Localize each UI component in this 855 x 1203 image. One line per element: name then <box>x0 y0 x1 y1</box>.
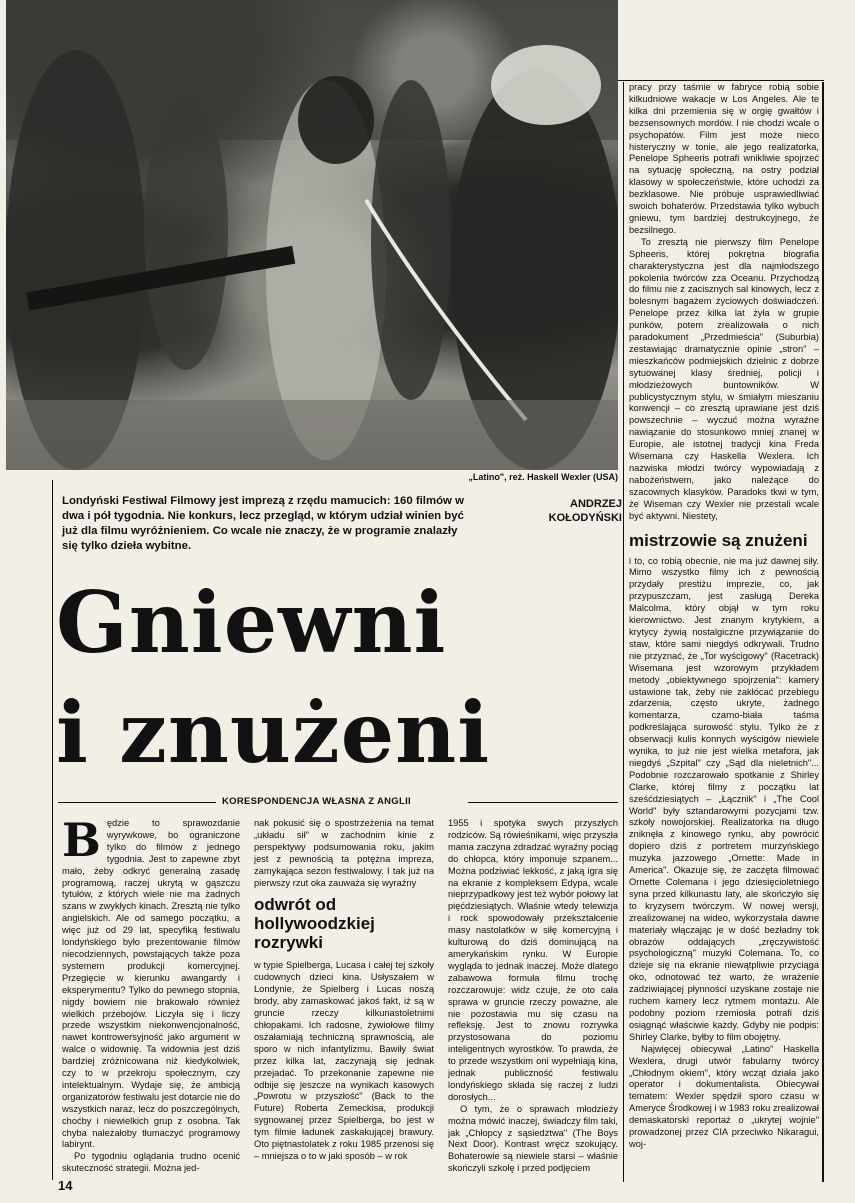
col2-subheading: odwrót od hollywoodzkiej rozrywki <box>254 895 375 953</box>
author-byline <box>520 497 622 525</box>
drop-cap: B <box>62 818 101 867</box>
photo-caption: „Latino", reż. Haskell Wexler (USA) <box>468 472 618 482</box>
news-photo <box>6 0 618 470</box>
right-paragraph-4: Najwięcej obiecywał „Latino" Haskella Wexlera, drugi utwór fabularny twórcy „Chłodnym okiem", który wcząt działa jako operator i dokumentalista. Obiecywał tematem: Wexler spędził sporo czasu w Ameryce Środkowej i w 1983 roku zrealizował demaskatorski reportaż o „ukrytej wojnie" prowadzonej przez CIA przeciwko Nikaragui, woj- <box>629 1043 819 1149</box>
author-last-name: KOŁODYŃSKI <box>548 512 622 524</box>
column-top-rule <box>618 80 824 81</box>
section-rule-right <box>468 802 618 803</box>
right-subheading: mistrzowie są znużeni <box>629 530 808 550</box>
headline-line-2: i znużeni <box>56 683 491 782</box>
right-paragraph-2: To zresztą nie pierwszy film Penelope Spheeris, której pokrętna biografia charakterystyczna jest dla najmłodszego pokolenia twórców zza Oceanu. Przychodzą do filmu nie z zacisznych sal kinowych, lecz z bolesnym bagażem życiowych doświadczeń. Penelope przez kilka lat żyła w grupie punków, potem zrealizowała o nich paradokument „Przedmieścia" (Suburbia) zestawiając dramatycznie opinie „stron" – mieszkańców podmiejskich dzielnic z dobrze sytuowanej klasy średniej, policji i młodzieżowych buntowników. W publicystycznym stylu, w śmiałym mieszaniu konwencji – co zresztą uprawiane jest dziś powszechnie – wyczuć można wyraźne nawiązanie do stosunkowo mniej znanej w Europie, ale istotnej tradycji kina Freda Wisemana czy Haskella Wexlera. Ich nazwiska młodzi twórcy wypowiadają z nabożeństwem, jako należące do szacownych klasyków. Paradoks tkwi w tym, że Wiseman czy Wexler nie przestali wcale być aktywni. Niestety, <box>629 236 819 521</box>
right-border-rule <box>822 82 824 1182</box>
article-column-right <box>629 82 819 1182</box>
author-first-name: ANDRZEJ <box>570 498 622 510</box>
col1-paragraph-1: ędzie to sprawozdanie wyrywkowe, bo ograniczone tylko do filmów z jednego tygodnia. Jest to zapewne zbyt mało, żeby odkryć generalną zasadę programową, raczej ukrytą w gąszczu tytułów, z których wiele nie ma żadnych szans w zwykłych kinach. Zresztą nie tylko angielskich. Ale od samego początku, a więc już od 29 lat, specyfiką festiwalu londyńskiego było prezentowanie filmów niecodziennych, powstających także poza systemem produkcji komercyjnej. Przegięcie w kierunku awangardy i eksperymentu? Tylko do pewnego stopnia, nigdy bowiem nie brakowało również wielkich przebojów. Liczyła się i liczy przede wszystkim niekonwencjonalność, nawet kontrowersyjność jako argument w walce o widownię. Ta widownia jest dziś bardziej zróżnicowana niż kiedykolwiek, czy to w przekroju społecznym, czy intelektualnym. Wydaje się, że ambicją organizatorów festiwalu jest dotarcie nie do wszystkich naraz, lecz do poszczególnych, choćby i niewielkich grup z osobna. Tak chyba należałoby tłumaczyć programowy labirynt. <box>62 818 240 1150</box>
article-column-2 <box>254 818 434 1178</box>
section-label: KORESPONDENCJA WŁASNA Z ANGLII <box>222 796 411 807</box>
article-left-rule <box>52 480 53 1180</box>
section-rule-left <box>58 802 216 803</box>
lead-paragraph: Londyński Festiwal Filmowy jest imprezą z rzędu mamucich: 160 filmów w dwa i pół tygodnia. Nie konkurs, lecz przegląd, w którym udział winien być już dla filmu wyróżnieniem. Co wcale nie znaczy, że w programie znalazły się tylko dzieła wybitne. <box>62 495 464 552</box>
col3-paragraph-1: 1955 i spotyka swych przyszłych rodziców. Są rówieśnikami, więc przyszła mama zaczyna zdradzać wyraźny pociąg do chłopca, który imponuje szpanem... Można podziwiać lekkość, z jaką igra się na ekranie z kompleksem Edypa, wcale nieprzypadkowy jest też wybór połowy lat pięćdziesiątych. Właśnie wtedy telewizja i rock spowodowały przekształcenie masy nastolatków w siłę komercyjną i kulturową do dziś dominującą na amerykańskim rynku. W Europie wygląda to jednak inaczej. Może dlatego zabawowa formuła filmu trochę rozczarowuje: widz czuje, że oto cała sprawa w gruncie rzeczy poważne, ale nie pozostawia mu się czasu na refleksję. Jest to znowu rozrywka przystosowana do poziomu inteligentnych wyrostków. To prawda, że to przede wszystkim oni wypełniają kina, jednak publiczność festiwalu londyńskiego składa się raczej z ludzi dorosłych... <box>448 818 618 1102</box>
page-number: 14 <box>58 1178 73 1193</box>
col1-paragraph-2: Po tygodniu oglądania trudno ocenić skuteczność strategii. Można jed- <box>62 1151 240 1174</box>
article-column-1 <box>62 818 240 1178</box>
headline-line-1: Gniewni <box>56 573 447 672</box>
col3-paragraph-2: O tym, że o sprawach młodzieży można mówić inaczej, świadczy film taki, jak „Chłopcy z sąsiedztwa" (The Boys Next Door). Kontrast wręcz szokujący. Bohaterowie są niewiele starsi – właśnie skończyli szkołę i przed podjęciem <box>448 1103 618 1174</box>
right-paragraph-3: i to, co robią obecnie, nie ma już dawnej siły. Mimo wszystko filmy ich z pewnością przydały prestiżu imprezie, co, jak przypuszczam, jest zasługą Dereka Malcolma, który objął w tym roku kierownictwo. Jest znanym krytykiem, a krytycy żywią nostalgiczne przywiązanie do staw, które sami niegdyś odkrywali. Trudno nie przyznać, że „Tor wyścigowy" (Racetrack) Wisemana jest wzorowym przykładem metody „obiektywnego spojrzenia": kamery ustawione tak, żeby nie zakłócać przebiegu zdarzenia, często ukryte, żadnego komentarza, czarno-biała taśma podkreślająca surowość stylu. Tylko że z obserwacji kulis konnych wyścigów niewiele wynika, to już nie jest wielka metafora, jak niegdyś „Szpital" czy „Sąd dla nieletnich"... Podobnie rozczarowało spotkanie z Shirley Clarke, której filmy z początku lat sześćdziesiątych – „Łącznik" i „The Cool World" były sztandarowymi pozycjami tzw. szkoły nowojorskiej. Realizatorka na długo zniknęła z kinowego rynku, aby powrócić dopiero dziś z portretem murzyńskiego muzyka jazzowego „Ornette: Made in America". Okazuje się, że zaczęta filmować Ornette Colemana i jego dziesięcioletniego syna przed kilkunastu laty, ale skończyło się to kryzysem twórczym. W nowej wersji, zrealizowanej na wideo, wykorzystała dawne materiały włączając je w dość bezładny tok obrazów oddających „zręczywistość psychologiczną" muzyki Colemana. To, co dzieje się na ekranie niewątpliwie przyciąga oko, odnotować też warto, że wrażenie zadziwiającej płynności uzyskane zostaje nie ruchem kamery lecz rytmem montażu. Ale podobny poziom rzemiosła potrafi dziś osiągnąć właściwie każdy. Gdyby nie podpis: Shirley Clarke, byłby to film obojętny. <box>629 555 819 1042</box>
article-column-3 <box>448 818 618 1178</box>
col2-paragraph-1: nak pokusić się o spostrzeżenia na temat „układu sił" w zachodnim kinie z perspektywy podsumowania roku, jakim jest z pewnością ta potężna impreza, zamykająca sezon festiwalowy. I tak już na pierwszy rzut oka zauważa się wyraźny <box>254 818 434 888</box>
right-paragraph-1: pracy przy taśmie w fabryce robią sobie kilkudniowe wakacje w Los Angeles. Ale te kilka dni przemienia się w orgię gwałtów i bezsensownych mordów. I nie chodzi wcale o psychopatów. Film jest może nieco histeryczny w tonie, ale jego realizatorka, Penelope Spheeris potrafi wnikliwie spojrzeć na sytuację społeczną, na ostry podział klasowy w społeczeństwie, które uchodzi za bezklasowe. Nie próbuje usprawiedliwiać swoich bohaterów. Przedstawia tylko wybuch gniewu, tym bardziej destrukcyjnego, że bezsilnego. <box>629 82 819 235</box>
photo-illustration <box>6 0 618 470</box>
col2-paragraph-2: w typie Spielberga, Lucasa i całej tej szkoły cudownych dzieci kina. Usłyszałem w Londynie, że Spielberg i Lucas noszą brody, aby zamaskować jakoś fakt, iż są w gruncie rzeczy kilkunastoletnimi chłopakami. Ich radosne, żywiołowe filmy oszałamiają techniczną sprawnością, ale sporo w nich infantylizmu. Bawiły świat przez kilka lat, zaczynają się jednak przejadać. To przekonanie zapewne nie odbije się jeszcze na wynikach kasowych „Powrotu w przyszłość" (Back to the Future) Roberta Zemeckisa, produkcji sygnowanej przez Spielberga, bo jest w tym filmie ładunek zaskakującej brawury. Oto piętnastolatek z roku 1985 przenosi się – mniejsza o to w jaki sposób – w rok <box>254 960 434 1161</box>
left-column-rule <box>623 82 624 1182</box>
